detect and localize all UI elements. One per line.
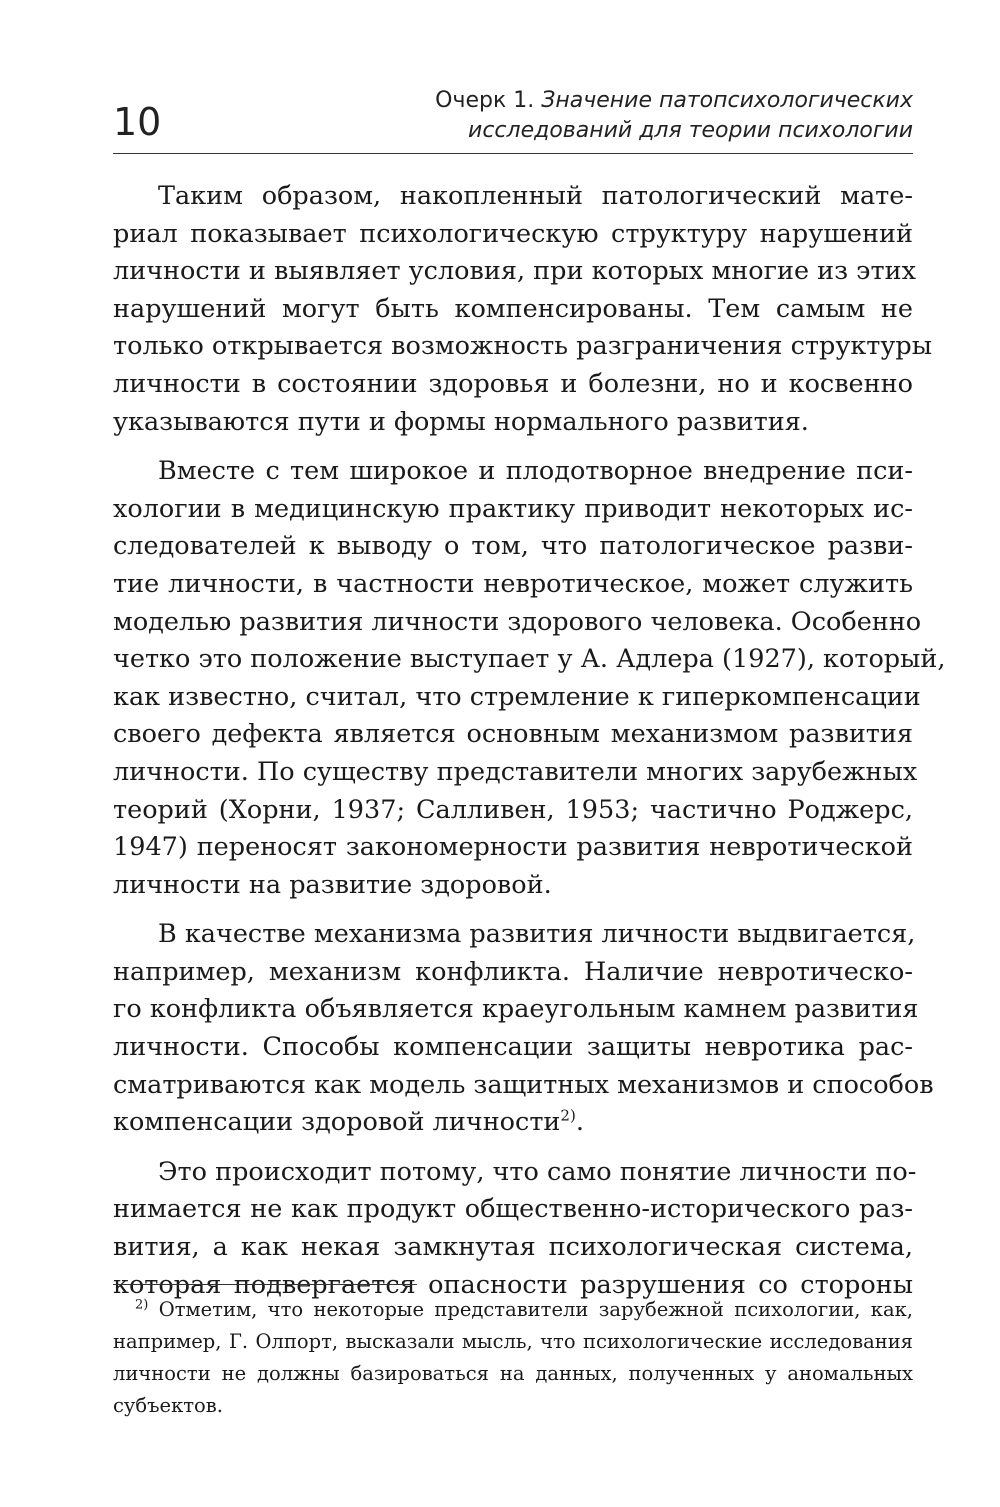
text-line: своего дефекта является основным механизмом развития <box>113 719 913 750</box>
running-head-title-part-1: Значение патопсихологических <box>541 88 913 113</box>
text-line: Таким образом, накопленный патологический мате- <box>158 181 913 211</box>
text-line: Вместе с тем широкое и плодотворное внедрение пси- <box>158 456 913 487</box>
text-line: личности. Способы компенсации защиты невротика рас- <box>113 1032 913 1063</box>
text-line: В качестве механизма развития личности выдвигается, <box>158 919 916 950</box>
footnote-line: субъектов. <box>113 1394 223 1417</box>
page-number: 10 <box>113 100 162 144</box>
text-line: моделью развития личности здорового человека. Особенно <box>113 606 922 637</box>
text-line: которая подвергается опасности разрушения со стороны <box>113 1269 913 1300</box>
footnote-marker: 2) <box>135 1297 149 1313</box>
last-line-text: компенсации здоровой личности <box>113 1107 561 1138</box>
text-line: риал показывает психологическую структуру нарушений <box>113 218 913 249</box>
text-line: теорий (Хорни, 1937; Салливен, 1953; частично Роджерс, <box>113 794 913 825</box>
text-line: 1947) переносят закономерности развития невротической <box>113 832 913 863</box>
paragraph-2 <box>113 453 946 904</box>
paragraph-3 <box>113 916 934 1142</box>
text-line: как известно, считал, что стремление к гиперкомпенсации <box>113 681 921 712</box>
text-line: следователей к выводу о том, что патологическое разви- <box>113 531 913 562</box>
text-line: указываются пути и формы нормального развития. <box>113 406 809 437</box>
footnote-reference[interactable]: 2) <box>560 1106 576 1125</box>
last-line-end: . <box>575 1107 584 1138</box>
paragraph-4 <box>113 1154 917 1304</box>
footnote <box>113 1294 913 1422</box>
text-line: тие личности, в частности невротическое, может служить <box>113 568 913 599</box>
text-line: личности в состоянии здоровья и болезни, но и косвенно <box>113 368 913 399</box>
footnote-line-text: Отметим, что некоторые представители зарубежной психологии, как, <box>158 1298 913 1321</box>
text-line: хологии в медицинскую практику приводит некоторых ис- <box>113 493 913 524</box>
text-line: го конфликта объявляется краеугольным камнем развития <box>113 994 919 1025</box>
text-line: нарушений могут быть компенсированы. Тем самым не <box>113 293 913 324</box>
paragraph-1 <box>113 178 933 441</box>
footnote-divider <box>113 1284 417 1285</box>
text-line: Это происходит потому, что само понятие личности по- <box>158 1156 917 1187</box>
running-head-title-part-2: исследований для теории психологии <box>468 118 913 143</box>
text-line <box>113 1104 913 1142</box>
text-line: четко это положение выступает у А. Адлера (1927), который, <box>113 644 946 675</box>
text-line: личности. По существу представители многих зарубежных <box>113 756 918 787</box>
footnote-line: личности не должны базироваться на данных, полученных у аномальных <box>113 1362 913 1385</box>
text-line: личности на развитие здоровой. <box>113 869 552 900</box>
text-line: сматриваются как модель защитных механизмов и способов <box>113 1069 934 1100</box>
body-text <box>113 178 946 1316</box>
text-line: например, механизм конфликта. Наличие невротическо- <box>113 956 913 987</box>
text-line: только открывается возможность разграничения структуры <box>113 331 933 362</box>
running-head-line-1 <box>435 86 913 116</box>
text-line: вития, а как некая замкнутая психологическая система, <box>113 1232 913 1263</box>
running-head-prefix: Очерк 1. <box>435 88 535 113</box>
footnote-line <box>113 1294 913 1326</box>
footnote-line: например, Г. Олпорт, высказали мысль, что психологические исследования <box>113 1330 913 1353</box>
running-head <box>435 86 913 146</box>
text-line: нимается не как продукт общественно-исторического раз- <box>113 1194 913 1225</box>
text-line: личности и выявляет условия, при которых многие из этих <box>113 256 916 287</box>
header-divider <box>113 153 913 154</box>
